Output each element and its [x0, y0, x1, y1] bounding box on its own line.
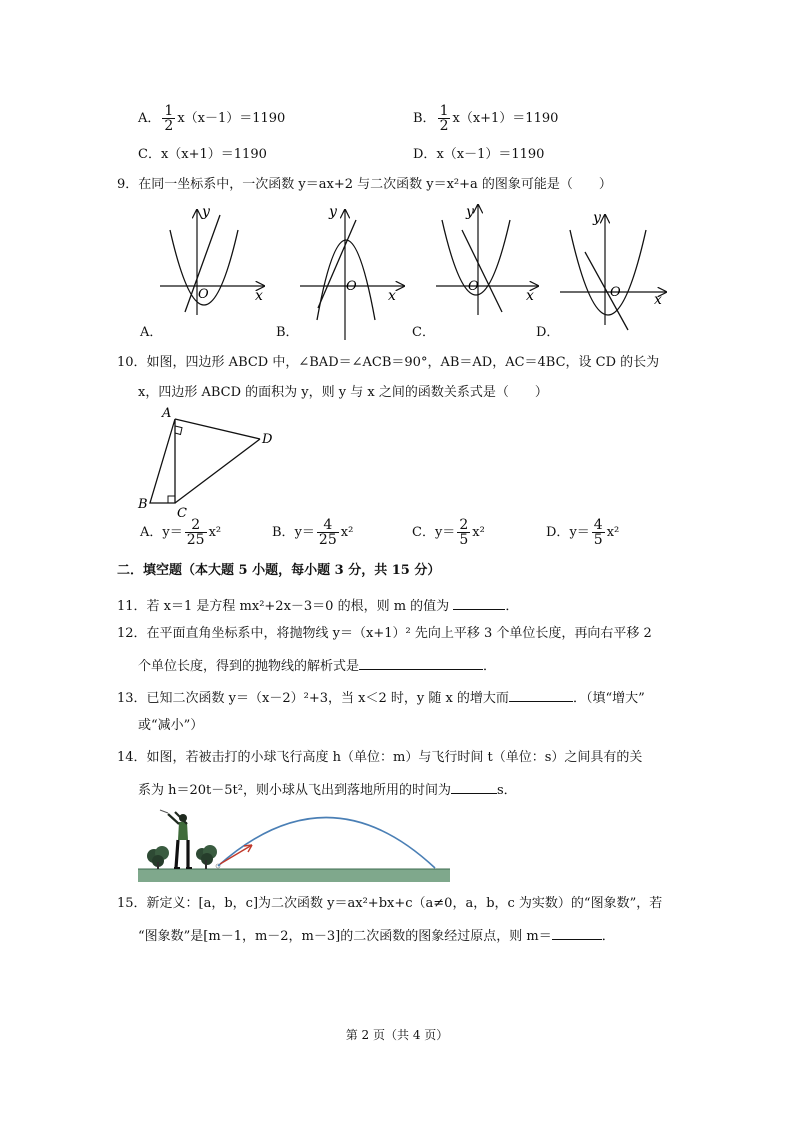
option-prefix: y＝	[569, 525, 590, 540]
grass-strip	[138, 869, 450, 882]
q13-line1	[117, 688, 645, 707]
option-suffix: x²	[606, 525, 620, 540]
q15-text: “图象数”是[m－1，m－2，m－3]的二次函数的图象经过原点，则 m＝	[138, 929, 552, 944]
option-expression: x（x+1）＝1190	[452, 111, 559, 126]
q10-option-d	[546, 518, 619, 547]
option-expression: x（x－1）＝1190	[436, 147, 545, 162]
origin-label: O	[468, 279, 479, 294]
graph-d	[560, 210, 666, 330]
tree-icon	[147, 846, 169, 869]
option-label: C．	[412, 525, 435, 540]
q12-text: 个单位长度，得到的抛物线的解析式是	[138, 659, 360, 674]
q13-text: 13．已知二次函数 y＝（x－2）²+3，当 x＜2 时，y 随 x 的增大而	[117, 691, 509, 706]
fraction-numerator: 4	[317, 518, 339, 533]
vertex-a-label: A	[162, 406, 172, 421]
axis-y-label: y	[329, 204, 337, 220]
axis-x-label: x	[255, 288, 263, 304]
q14-line1: 14．如图，若被击打的小球飞行高度 h（单位：m）与飞行时间 t（单位：s）之间具有的关	[117, 750, 643, 765]
fraction-denominator: 25	[186, 532, 205, 548]
option-prefix: y＝	[162, 525, 183, 540]
origin-label: O	[198, 287, 209, 302]
fraction-denominator: 25	[318, 532, 337, 548]
tree-icon	[196, 845, 217, 869]
q9-stem: 9．在同一坐标系中，一次函数 y＝ax+2 与二次函数 y＝x²+a 的图象可能是（ ）	[117, 177, 612, 192]
fraction-denominator: 5	[459, 532, 469, 548]
fraction-numerator: 2	[185, 518, 207, 533]
q11	[117, 596, 518, 615]
graph-c	[436, 204, 538, 315]
graph-a	[160, 204, 264, 315]
q8-option-c	[138, 147, 267, 163]
option-label: D．	[413, 147, 437, 162]
graph-d-label: D．	[536, 325, 560, 340]
q12-end: ．	[483, 659, 497, 674]
option-suffix: x²	[340, 525, 354, 540]
q10-figure	[132, 402, 282, 520]
option-label: A．	[138, 111, 161, 126]
ball-trajectory	[218, 817, 435, 868]
option-expression: x（x－1）＝1190	[177, 111, 286, 126]
q8-option-b	[413, 104, 558, 133]
vertex-d-label: D	[262, 432, 273, 447]
option-suffix: x²	[472, 525, 485, 540]
q13-line2: 或“减小”）	[138, 718, 204, 733]
answer-blank[interactable]	[552, 926, 602, 940]
answer-blank[interactable]	[453, 596, 505, 610]
q15-line1: 15．新定义：[a，b，c]为二次函数 y＝ax²+bx+c（a≠0，a，b，c 为实数）的“图象数”，若	[117, 896, 663, 911]
fraction-denominator: 5	[593, 532, 603, 548]
option-prefix: y＝	[434, 525, 456, 540]
fraction-numerator: 1	[164, 103, 174, 119]
vertex-c-label: C	[177, 506, 187, 520]
q10-stem-line1: 10．如图，四边形 ABCD 中，∠BAD＝∠ACB＝90°，AB＝AD，AC＝4BC，设 CD 的长为	[117, 355, 660, 370]
option-suffix: x²	[208, 525, 222, 540]
option-prefix: y＝	[294, 525, 315, 540]
axis-x-label: x	[388, 288, 396, 304]
axis-x-label: x	[654, 292, 662, 308]
answer-blank[interactable]	[359, 656, 483, 670]
fraction	[457, 518, 470, 547]
fraction-numerator: 2	[459, 517, 469, 533]
answer-blank[interactable]	[451, 780, 497, 794]
axis-x-label: x	[526, 288, 534, 304]
graph-a-label: A．	[140, 325, 163, 340]
origin-label: O	[610, 285, 621, 300]
axis-y-label: y	[466, 204, 474, 220]
q10-stem-line2: x，四边形 ABCD 的面积为 y，则 y 与 x 之间的函数关系式是（ ）	[138, 385, 548, 400]
q14-end: s．	[496, 783, 517, 798]
q14-line2	[138, 780, 517, 799]
axis-y-label: y	[593, 210, 601, 226]
option-label: B．	[272, 525, 295, 540]
q12-line1: 12．在平面直角坐标系中，将抛物线 y＝（x+1）² 先向上平移 3 个单位长度，再向右平移 2	[117, 626, 652, 641]
q14-golf-figure	[138, 808, 450, 882]
fraction-numerator: 4	[593, 517, 603, 533]
origin-label: O	[346, 279, 357, 294]
graph-b	[300, 204, 404, 340]
q15-line2	[138, 926, 615, 945]
page-footer: 第 2 页（共 4 页）	[345, 1028, 449, 1042]
q8-option-d	[413, 147, 544, 163]
q12-line2	[138, 656, 496, 675]
vertex-b-label: B	[138, 497, 148, 512]
fraction-numerator: 1	[439, 103, 449, 119]
fraction-denominator: 2	[164, 118, 174, 134]
fraction	[438, 104, 451, 133]
graph-c-label: C．	[412, 325, 435, 340]
q10-option-a	[140, 518, 221, 547]
q10-option-c	[412, 518, 485, 547]
fraction	[592, 518, 605, 547]
answer-blank[interactable]	[509, 688, 573, 702]
q15-end: ．	[601, 929, 615, 944]
axis-y-label: y	[202, 204, 210, 220]
q9-graphs	[140, 200, 680, 345]
arrow-icon	[220, 845, 252, 864]
fraction	[185, 518, 207, 547]
option-label: D．	[546, 525, 570, 540]
fraction	[317, 518, 339, 547]
q8-option-a	[138, 104, 285, 133]
option-expression: x（x+1）＝1190	[160, 147, 267, 162]
q11-text: 11．若 x＝1 是方程 mx²+2x－3＝0 的根，则 m 的值为	[117, 599, 450, 614]
graph-b-label: B．	[276, 325, 299, 340]
fraction-denominator: 2	[439, 118, 449, 134]
section-2-title: 二．填空题（本大题 5 小题，每小题 3 分，共 15 分）	[117, 563, 441, 578]
option-label: C．	[138, 147, 161, 162]
option-label: B．	[413, 111, 436, 126]
q10-option-b	[272, 518, 353, 547]
option-label: A．	[140, 525, 163, 540]
q14-text: 系为 h＝20t－5t²，则小球从飞出到落地所用的时间为	[138, 783, 451, 798]
q13-hint: ．（填“增大”	[572, 691, 645, 706]
fraction	[162, 104, 175, 133]
q11-end: ．	[505, 599, 519, 614]
